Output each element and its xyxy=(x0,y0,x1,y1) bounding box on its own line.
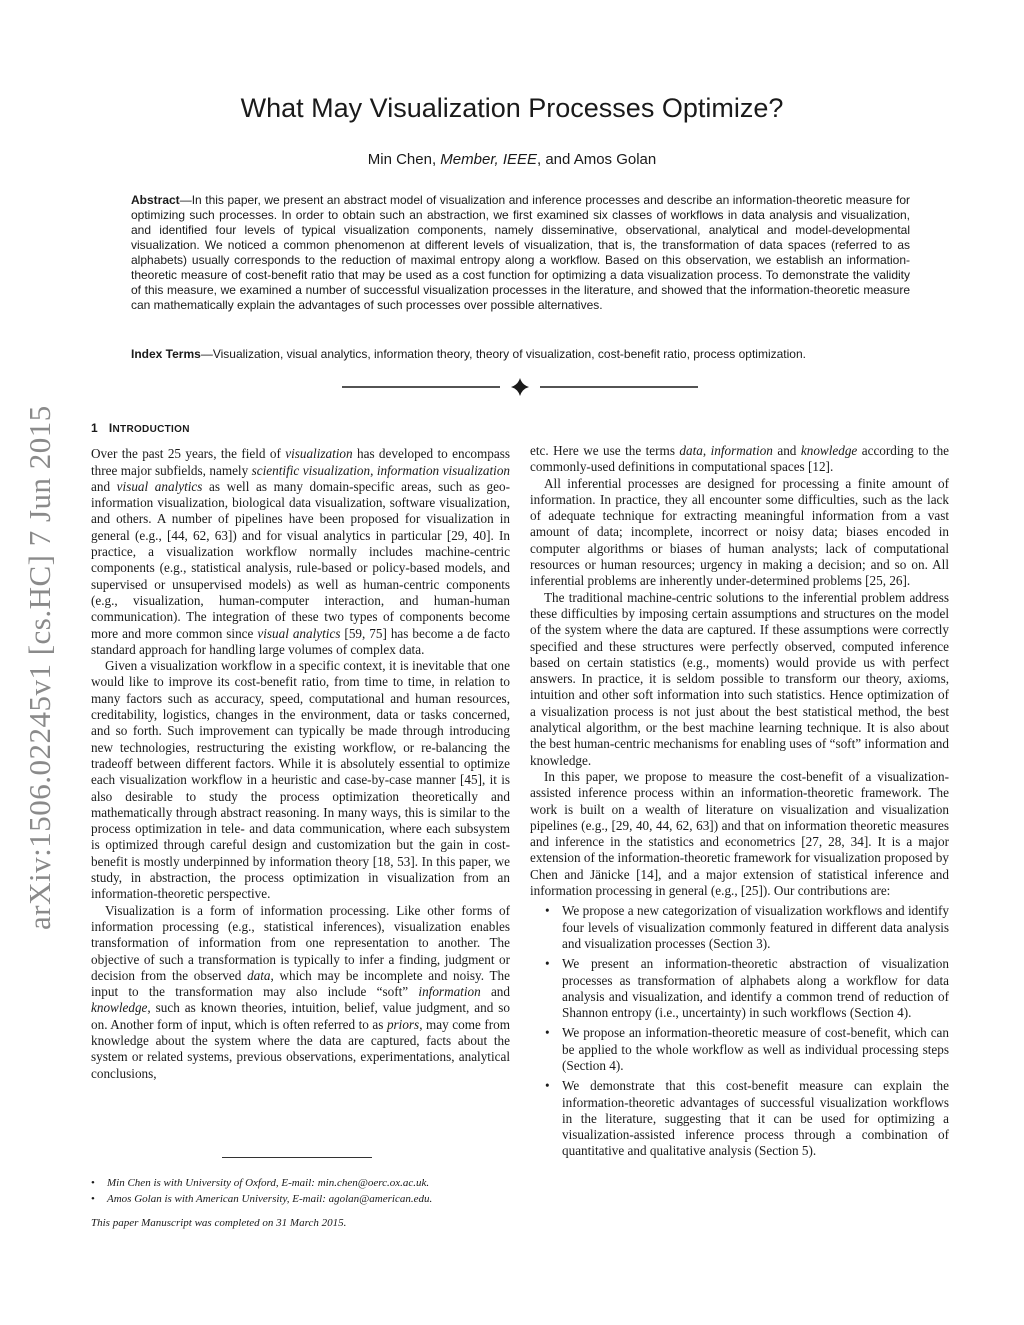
footnotes xyxy=(91,1175,510,1231)
section-title-initial: I xyxy=(108,421,113,435)
author-role: Member, IEEE xyxy=(440,151,537,168)
section-divider xyxy=(342,377,698,397)
paragraph: The traditional machine-centric solutions to the inferential problem address these difficulties by imposing certain assumptions and structures on the model of the system where the data are captured. If these assumptions were correctly specified and these structures were perfectly observed, computed inference based on certain statistics (e.g., moments) would provide us with perfect answers. In practice, it is seldom possible to transform our theory, axioms, intuition and other soft information into such statistics. Hence optimization of a visualization process is not just about the best statistical method, the best analytical algorithm, or the best machine learning technique. It is also about the best human-centric mechanisms for enabling uses of “soft” information and knowledge. xyxy=(530,589,949,768)
index-terms-text: —Visualization, visual analytics, information theory, theory of visualization, cost-benefit ratio, process optimization. xyxy=(200,347,806,361)
contributions-list xyxy=(530,903,949,1159)
section-heading xyxy=(91,420,510,438)
arxiv-identifier: arXiv:1506.02245v1 [cs.HC] 7 Jun 2015 xyxy=(22,405,57,930)
divider-ornament-icon xyxy=(511,378,529,396)
paragraph: Given a visualization workflow in a specific context, it is inevitable that one would like to improve its cost-benefit ratio, from time to time, in relation to many factors such as accuracy, speed, computational and human resources, creditability, logistics, changes in the environment, data or tasks concerned, and so forth. Such improvement can typically be made through introducing new technologies, restructuring the existing workflow, or re-balancing the tradeoff between different factors. While it is absolutely essential to optimize each visualization workflow in a heuristic and case-by-case manner [45], it is also desirable to study the process optimization theoretically and mathematically through abstract reasoning. In many ways, this is similar to the process optimization in tele- and data communication, where each subsystem is optimized through careful design and customization but the gain in cost-benefit is mostly underpinned by information theory [18, 53]. In this paper, we study, in abstraction, the process optimization in visualization from an information-theoretic perspective. xyxy=(91,658,510,902)
bullet-icon: • xyxy=(545,903,550,919)
author-line xyxy=(0,151,1024,168)
paragraph: etc. Here we use the terms data, information and knowledge according to the commonly-used definitions in computational spaces [12]. xyxy=(530,443,950,475)
right-column xyxy=(530,443,949,1164)
list-item: • We propose a new categorization of visualization workflows and identify four levels of visualization commonly featured in different data analysis and visualization processes (Section 3). xyxy=(545,903,949,951)
footnote: • Amos Golan is with American University, E-mail: agolan@american.edu. xyxy=(91,1193,433,1205)
section-title-rest: NTRODUCTION xyxy=(112,424,190,435)
bullet-icon: • xyxy=(545,956,550,972)
paragraph: In this paper, we propose to measure the cost-benefit of a visualization-assisted inference process within an information-theoretic framework. The work is built on a wealth of literature on visualization and visualization pipelines (e.g., [29, 40, 44, 62, 63]) and that on information theoretic measures and inference in the statistics and econometrics [27, 28, 34]. It is a major extension of the information-theoretic framework for visualization proposed by Chen and Jänicke [14], and a major extension of statistical inference and information processing in general (e.g., [25]). Our contributions are: xyxy=(530,768,949,899)
list-item: • We demonstrate that this cost-benefit measure can explain the information-theoretic advantages of successful visualization workflows in the literature, suggesting that it can be used for optimizing a visualization-assisted inference process through a combination of quantitative and qualitative analysis (Section 5). xyxy=(545,1078,949,1159)
author-rest: , and Amos Golan xyxy=(537,151,657,168)
list-item: • We present an information-theoretic abstraction of visualization processes as transformation of alphabets along a workflow for data analysis and visualization, and identify a common trend of reduction of Shannon entropy (i.e., uncertainty) in such workflows (Section 4). xyxy=(545,956,949,1021)
bullet-icon: • xyxy=(545,1025,550,1041)
index-terms xyxy=(131,347,910,362)
left-column xyxy=(91,420,510,1082)
manuscript-note: This paper Manuscript was completed on 31 March 2015. xyxy=(91,1217,347,1229)
abstract xyxy=(131,193,910,313)
paper-title: What May Visualization Processes Optimize? xyxy=(240,93,784,123)
author-name: Min Chen, xyxy=(367,151,437,168)
abstract-text: —In this paper, we present an abstract model of visualization and inference processes and describe an information-theoretic measure for optimizing such processes. In order to obtain such an abstraction, we first examined six classes of workflows in data analysis and visualization, and identified four levels of typical visualization components, namely disseminative, observational, analytical and model-developmental visualization. We noticed a common phenomenon at different levels of visualization, that is, the transformation of data spaces (referred to as alphabets) usually corresponds to the reduction of maximal entropy along a workflow. Based on this observation, we establish an information-theoretic measure of cost-benefit ratio that may be used as a cost function for optimizing a data visualization process. To demonstrate the validity of this measure, we examined a number of successful visualization processes in the literature, and showed that the information-theoretic measure can mathematically explain the advantages of such processes over possible alternatives. xyxy=(131,193,910,312)
index-terms-label: Index Terms xyxy=(131,347,201,361)
section-number: 1 xyxy=(91,421,98,435)
bullet-icon: • xyxy=(91,1177,95,1189)
abstract-label: Abstract xyxy=(131,193,180,207)
bullet-icon: • xyxy=(545,1078,550,1094)
paragraph: All inferential processes are designed for processing a finite amount of information. In practice, they all encounter some difficulties, such as the lack of adequate technique for extracting meaningful information from a vast amount of data; incomplete, incorrect or noisy data; biases encoded in computer algorithms or biases of human analysts; lack of computational resources or human resources; urgency in making a decision; and so on. All inferential problems are inherently under-determined problems [25, 26]. xyxy=(530,475,949,589)
list-item: • We propose an information-theoretic measure of cost-benefit, which can be applied to the whole workflow as well as individual processing steps (Section 4). xyxy=(545,1025,949,1073)
footnote-rule xyxy=(222,1157,372,1158)
paragraph: Over the past 25 years, the field of visualization has developed to encompass three major subfields, namely scientific visualization, information visualization and visual analytics as well as many domain-specific areas, such as geo-information visualization, biological data visualization, software visualization, and others. A number of pipelines have been proposed for visualization in general (e.g., [44, 62, 63]) and for visual analytics in particular [29, 40]. In practice, a visualization workflow normally includes machine-centric components (e.g., statistical analysis, rule-based or policy-based models, and supervised or unsupervised models) as well as human-centric components (e.g., visualization, human-computer interaction, and human-human communication). The integration of these two types of components become more and more common since visual analytics [59, 75] has become a de facto standard approach for handling large volumes of complex data. xyxy=(91,446,511,657)
bullet-icon: • xyxy=(91,1193,95,1205)
paragraph: Visualization is a form of information processing. Like other forms of information processing (e.g., statistical inferences), visualization enables transformation of information from one representation to another. The objective of such a transformation is typically to infer a finding, judgment or decision from the observed data, which may be incomplete and noisy. The input to the transformation may also include “soft” information and knowledge, such as known theories, intuition, belief, value judgment, and so on. Another form of input, which is often referred to as priors, may come from knowledge about the system where the data are captured, facts about the system or related systems, previous observations, experimentations, analytical conclusions, xyxy=(91,902,510,1081)
footnote: • Min Chen is with University of Oxford, E-mail: min.chen@oerc.ox.ac.uk. xyxy=(91,1177,430,1189)
